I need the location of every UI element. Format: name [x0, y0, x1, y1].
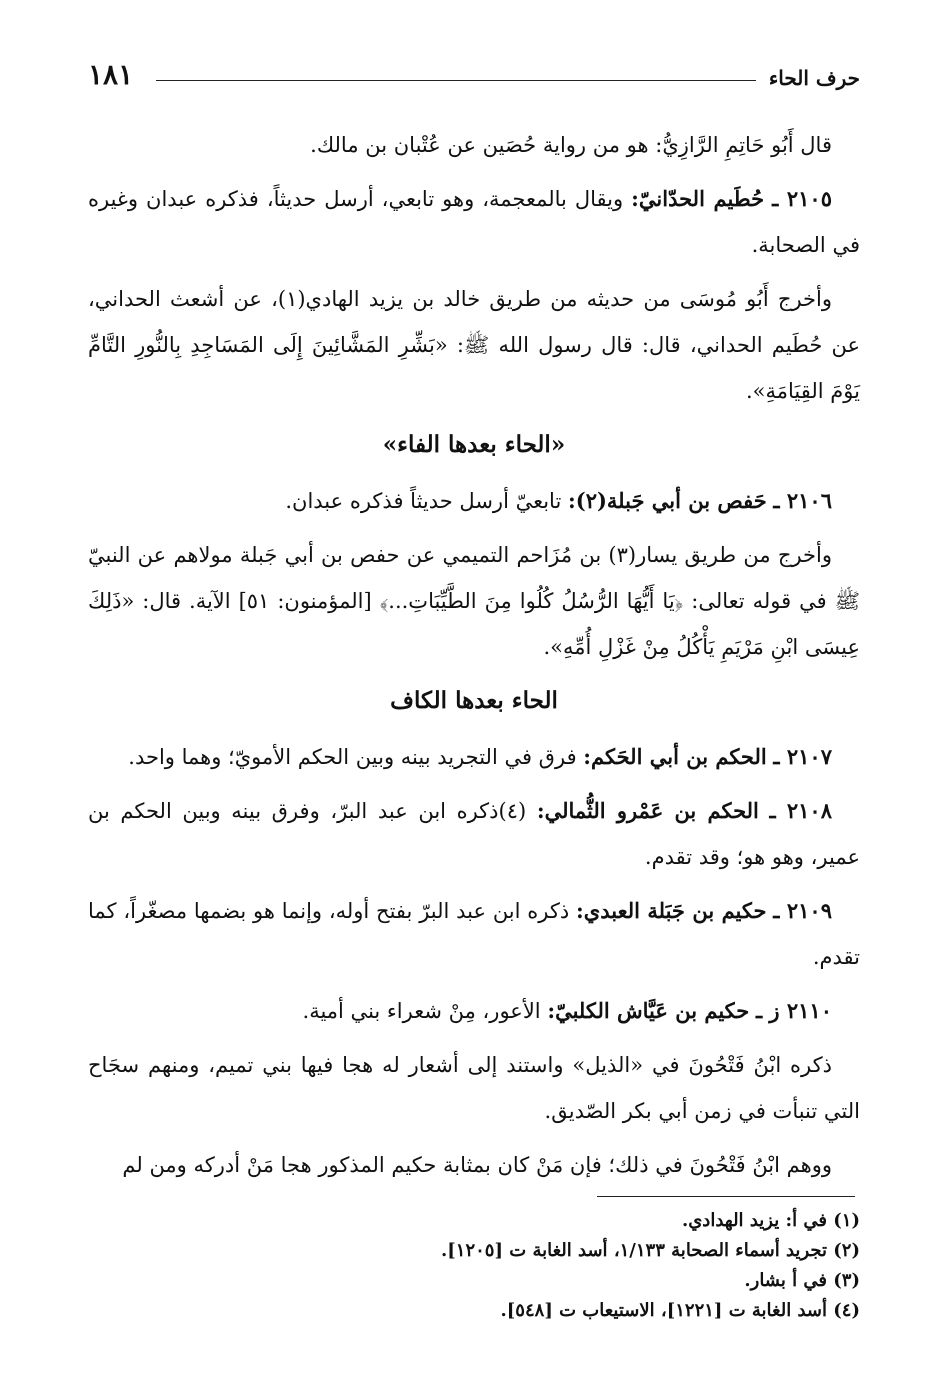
entry-name: الحكم بن أبي الحَكم:	[583, 744, 767, 769]
footnote: (٤) أسد الغابة ت [١٢٢١]، الاستيعاب ت [٥٤٨].	[500, 1300, 860, 1321]
footnotes	[88, 1206, 860, 1326]
entry-name: الحكم بن عَمْرو الثُّمالي:	[536, 798, 759, 823]
paragraph: وأخرج من طريق يسار(٣) بن مُزَاحم التميمي عن حفص بن أبي جَبلة مولاهم عن النبيّ ﷺ في قوله تعالى: ﴿يَا أَيُّهَا الرُّسُلُ كُلُوا مِنَ الطَّيِّبَاتِ...﴾ [المؤمنون: ٥١] الآية. قال: «ذَلِكَ عِيسَى ابْنِ مَرْيَمِ يَأْكُلُ مِنْ غَزْلِ أُمِّهِ».	[88, 543, 860, 659]
paragraph: ذكره ابْنُ فَتْحُونَ في «الذيل» واستند إلى أشعار له هجا فيها بني تميم، ومنهم سجَاح التي تنبأت في زمن أبي بكر الصّديق.	[88, 1053, 860, 1123]
entry-text: ذكره ابن عبد البرّ بفتح أوله، وإنما هو بضمها مصغّراً، كما تقدم.	[88, 899, 860, 969]
running-head: حرف الحاء	[768, 66, 860, 90]
entry-text: فرق في التجريد بينه وبين الحكم الأمويّ؛ وهما واحد.	[128, 745, 577, 769]
entry-2105	[88, 176, 860, 268]
entry-number: ٢١٠٥ ـ	[772, 186, 832, 211]
entry-name: حكيم بن جَبَلة العبدي:	[576, 898, 767, 923]
entry-2110	[88, 988, 860, 1034]
page-body	[88, 122, 860, 1196]
header-rule	[156, 80, 756, 81]
entry-number: ٢١٠٨ ـ	[769, 798, 832, 823]
footnote: (٢) تجريد أسماء الصحابة ١/١٣٣، أسد الغابة ت [١٢٠٥].	[440, 1240, 860, 1261]
entry-name: حُطَيم الحدّانيّ:	[631, 186, 765, 211]
entry-text: ويقال بالمعجمة، وهو تابعي، أرسل حديثاً، فذكره عبدان وغيره في الصحابة.	[88, 187, 860, 257]
entry-2108	[88, 788, 860, 880]
paragraph: قال أَبُو حَاتِمِ الرَّازِيُّ: هو من رواية حُصَين عن عُتْبان بن مالك.	[310, 133, 832, 157]
page-number: ١٨١	[88, 58, 134, 91]
entry-name: حَفص بن أبي جَبلة(٢):	[567, 488, 767, 513]
footnote: (٣) في أ بشار.	[744, 1270, 860, 1291]
entry-number: ٢١١٠ ز ـ	[755, 998, 832, 1023]
footnote-rule	[597, 1196, 855, 1197]
footnote: (١) في أ: يزيد الهدادي.	[681, 1210, 860, 1231]
entry-number: ٢١٠٩ ـ	[773, 898, 832, 923]
paragraph: وأخرج أَبُو مُوسَى من حديثه من طريق خالد بن يزيد الهادي(١)، عن أشعث الحداني، عن حُطَيم الحداني، قال: قال رسول الله ﷺ: «بَشِّرِ المَشَّائِينَ إِلَى المَسَاجِدِ بِالنُّورِ التَّامِّ يَوْمَ القِيَامَةِ».	[88, 287, 860, 403]
section-heading: الحاء بعدها الكاف	[390, 687, 558, 714]
entry-2107	[88, 734, 860, 780]
entry-2106	[88, 478, 860, 524]
entry-2109	[88, 888, 860, 980]
entry-text: (٤)ذكره ابن عبد البرّ، وفرق بينه وبين الحكم بن عمير، وهو هو؛ وقد تقدم.	[88, 799, 860, 869]
entry-name: حكيم بن عَيَّاش الكلبيّ:	[547, 998, 750, 1023]
entry-text: تابعيّ أرسل حديثاً فذكره عبدان.	[285, 489, 562, 513]
paragraph: ووهم ابْنُ فَتْحُونَ في ذلك؛ فإن مَنْ كان بمثابة حكيم المذكور هجا مَنْ أدركه ومن لم	[122, 1153, 832, 1177]
entry-number: ٢١٠٧ ـ	[773, 744, 832, 769]
page-header	[88, 58, 860, 98]
entry-number: ٢١٠٦ ـ	[773, 488, 832, 513]
section-heading: «الحاء بعدها الفاء»	[382, 431, 566, 458]
entry-text: الأعور، مِنْ شعراء بني أمية.	[302, 999, 541, 1023]
